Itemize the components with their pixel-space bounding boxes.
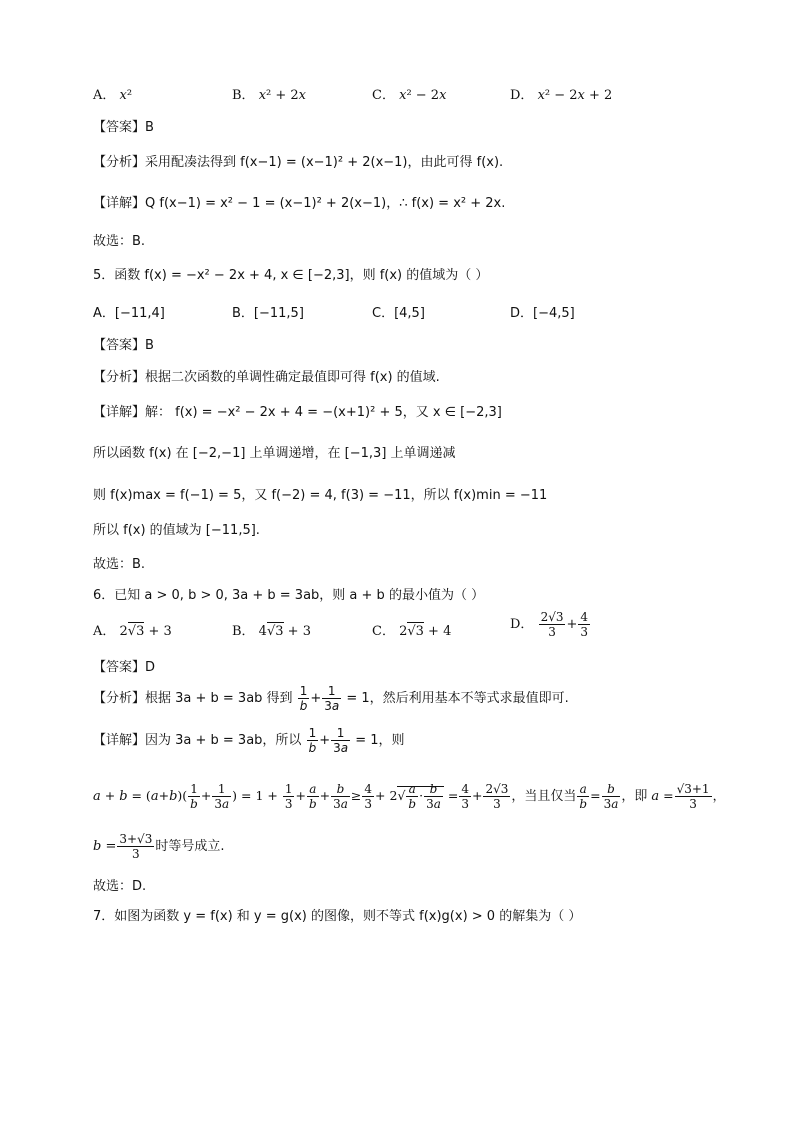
option-d: D． x² − 2x + 2: [510, 88, 613, 103]
q6-b-value: b = $\frac{3+√3}{3}$ 时等号成立.: [93, 832, 225, 861]
q5-option-c: C．[4,5]: [372, 306, 425, 321]
q7-stem: 7．如图为函数 y = f(x) 和 y = g(x) 的图像，则不等式 f(x)g(x) > 0 的解集为（ ）: [93, 909, 582, 924]
option-a: A． x²: [93, 88, 133, 103]
q6-detail-pre: 【详解】因为 3a + b = 3ab，所以: [93, 733, 302, 748]
q5-stem: 5．函数 f(x) = −x² − 2x + 4, x ∈ [−2,3]，则 f(x) 的值域为（ ）: [93, 268, 489, 283]
q6-analysis-pre: 【分析】根据 3a + b = 3ab 得到: [93, 691, 293, 706]
q5-conclusion: 故选：B.: [93, 557, 146, 572]
q5-detail-4: 所以 f(x) 的值域为 [−11,5].: [93, 523, 260, 538]
q6-conclusion: 故选：D.: [93, 879, 147, 894]
q6-option-c: C． 2√3 + 4: [372, 624, 452, 639]
q5-option-b: B．[−11,5]: [232, 306, 304, 321]
prev-analysis: 【分析】采用配凑法得到 f(x−1) = (x−1)² + 2(x−1)，由此可得 f(x).: [93, 155, 504, 170]
q5-detail-1: 【详解】解： f(x) = −x² − 2x + 4 = −(x+1)² + 5，又 x ∈ [−2,3]: [93, 405, 502, 420]
q6-answer: 【答案】D: [93, 660, 156, 675]
q5-detail-3: 则 f(x)max = f(−1) = 5，又 f(−2) = 4, f(3) = −11，所以 f(x)min = −11: [93, 488, 548, 503]
q6-analysis-post: = 1，然后利用基本不等式求最值即可.: [346, 691, 569, 706]
q5-option-a: A．[−11,4]: [93, 306, 165, 321]
option-c: C． x² − 2x: [372, 88, 447, 103]
q6-analysis: 【分析】根据 3a + b = 3ab 得到 $\frac{1}{b}$ + $\frac{1}{3a}$ = 1，然后利用基本不等式求最值即可.: [93, 684, 569, 713]
q6-stem: 6．已知 a > 0, b > 0, 3a + b = 3ab，则 a + b 的最小值为（ ）: [93, 588, 485, 603]
q6-option-d: D． $\frac{2√3}{3}$ + $\frac{4}{3}$: [510, 610, 589, 639]
q5-analysis: 【分析】根据二次函数的单调性确定最值即可得 f(x) 的值域.: [93, 370, 440, 385]
q6-detail-post: = 1，则: [355, 733, 405, 748]
q6-equation: a + b = (a+b)( $\frac{1}{b}$ + $\frac{1}{3a}$ ) = 1 + $\frac{1}{3}$ + $\frac{a}{b}$ + $\frac{b}{3a}$ ≥ $\frac{4}{3}$ + 2√ $\frac{a}{b}$ · $\frac{b}{3a}$ = $\frac{4}{3}$ + $\frac{2√3}{3}$ ，当且仅当 $\frac{a}{b}$ = $\frac{b}{3a}$ ，即 a = $\frac{√3+1}{3}$ ，: [93, 782, 726, 811]
q6-option-b: B． 4√3 + 3: [232, 624, 311, 639]
prev-answer: 【答案】B: [93, 120, 154, 135]
q5-option-d: D．[−4,5]: [510, 306, 575, 321]
q6-option-a: A． 2√3 + 3: [93, 624, 172, 639]
prev-conclusion: 故选：B.: [93, 234, 146, 249]
prev-detail: 【详解】Q f(x−1) = x² − 1 = (x−1)² + 2(x−1)，∴ f(x) = x² + 2x.: [93, 196, 506, 211]
q6-detail: 【详解】因为 3a + b = 3ab，所以 $\frac{1}{b}$ + $\frac{1}{3a}$ = 1，则: [93, 726, 405, 755]
q5-detail-2: 所以函数 f(x) 在 [−2,−1] 上单调递增，在 [−1,3] 上单调递减: [93, 446, 456, 461]
option-b: B． x² + 2x: [232, 88, 307, 103]
q5-answer: 【答案】B: [93, 338, 154, 353]
